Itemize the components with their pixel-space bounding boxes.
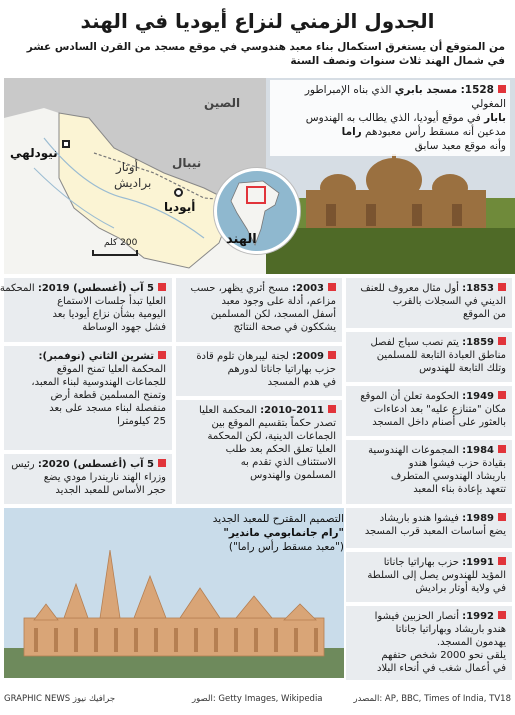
event-year: 2010-2011: <box>260 405 324 416</box>
event-text: المجموعات الهندوسية <box>368 445 459 456</box>
bullet-square <box>498 337 506 345</box>
event-text: يضع أساسات المعبد قرب المسجد <box>364 526 506 537</box>
bullet-square <box>498 283 506 291</box>
page-title: الجدول الزمني لنزاع أيوديا في الهند <box>80 9 435 33</box>
event-text: المحكمة <box>0 283 35 294</box>
caption-line: التصميم المقترح للمعبد الجديد <box>212 513 344 525</box>
subtitle-line: من المتوقع أن يستغرق استكمال بناء معبد هندوسي في موقع مسجد من القرن السادس عشر <box>26 41 505 53</box>
event-year: 1853: <box>462 283 494 294</box>
event-nov-2019 <box>4 346 172 450</box>
event-text: تتعهد بإعادة بناء المعبد <box>413 484 506 495</box>
map-label-uttar-pradesh: أوتار <box>116 160 138 174</box>
event-text: أنصار الحزبين فيشوا <box>374 611 459 622</box>
event-year: 1992: <box>462 611 494 622</box>
bullet-square <box>328 283 336 291</box>
event-year: 1984: <box>462 445 494 456</box>
event-text: الاستئناف الذي تقدم به <box>240 457 336 468</box>
event-text: يشككون في صحة النتائج <box>233 322 336 333</box>
footer-sources: المصدر: AP, BBC, Times of India, TV18 <box>353 694 511 704</box>
event-text: بالعثور على أصنام داخل المسجد <box>372 417 506 428</box>
event-text: 25 كيلومترا <box>117 416 166 427</box>
event-text: الديني في السجلات بالقرب <box>392 296 506 307</box>
event-year: 2009: <box>292 351 324 362</box>
event-1859 <box>346 332 512 382</box>
map-label-china: الصين <box>204 96 241 110</box>
bullet-square <box>498 445 506 453</box>
subtitle-line: في شمال الهند ثلاث سنوات ونصف السنة <box>290 55 505 67</box>
event-1853 <box>346 278 512 328</box>
event-text: يتم نصب سياج لفصل <box>370 337 459 348</box>
event-text: في ولاية أوتار براديش <box>415 583 506 594</box>
event-aug-2020 <box>4 454 172 504</box>
bullet-square <box>328 351 336 359</box>
map-scale-label: 200 كلم <box>104 238 138 248</box>
event-text: منفصلة لبناء مسجد على بعد <box>49 403 166 414</box>
map-label-india: الهند <box>226 232 257 247</box>
event-text: وتمنح المسلمين قطعة أرض <box>50 390 166 401</box>
temple-caption <box>178 512 344 554</box>
event-1991 <box>346 552 512 602</box>
event-text: حزب بهاراتيا جاناتا <box>383 557 459 568</box>
event-text: في موقع أيوديا، الذي يطالب به الهندوس <box>305 112 485 124</box>
bullet-square <box>498 391 506 399</box>
bullet-square <box>498 85 506 93</box>
caption-line: "رام جانمابومي ماندير" <box>223 527 344 539</box>
event-year: 1989: <box>462 513 494 524</box>
event-text: مدعين أنه مسقط رأس معبودهم <box>361 126 506 138</box>
event-aug-2019 <box>0 278 172 342</box>
event-2010-2011 <box>176 400 342 504</box>
event-text: حزب بهاراتيا جاناتا لدورهم <box>227 364 336 375</box>
event-1949 <box>346 386 512 436</box>
event-text: مكان "متنازع عليه" بعد ادعاءات <box>373 404 506 415</box>
event-year: 1859: <box>462 337 494 348</box>
event-text: العليا تبدأ جلسات الاستماع <box>57 296 166 307</box>
event-text: الجماعات الدينية، لكن المحكمة <box>207 431 336 442</box>
event-2003 <box>176 278 342 342</box>
event-text: وأنه موقع معبد سابق <box>414 140 506 152</box>
map-label-uttar-pradesh: براديش <box>114 176 152 190</box>
event-text: مسح أثري يظهر، حسب <box>190 283 289 294</box>
event-1984 <box>346 440 512 504</box>
ayodhya-marker <box>174 188 183 197</box>
event-text: الذي بناه الإمبراطور المغولي <box>304 84 506 110</box>
event-text: أسفل المسجد، لكن المسلمين <box>210 309 336 320</box>
event-text: يلقى نحو 2000 شخص حتفهم <box>381 650 506 661</box>
bullet-square <box>158 351 166 359</box>
event-year: 2003: <box>292 283 324 294</box>
event-year: 5 آب (أغسطس) 2019: <box>37 283 154 294</box>
bullet-square <box>158 459 166 467</box>
highlight-text: راما <box>341 126 362 138</box>
event-text: يهدمون المسجد. <box>436 637 506 648</box>
map-label-ayodhya: أيوديا <box>164 200 196 214</box>
event-text: الحكومة تعلن أن الموقع <box>360 391 459 402</box>
bullet-square <box>328 405 336 413</box>
event-text: اليومية بشأن نزاع أيوديا بعد <box>52 309 166 320</box>
event-text: باريشاد الهندوسي المتطرف <box>390 471 506 482</box>
event-year: 5 آب (أغسطس) 2020: <box>37 459 154 470</box>
bullet-square <box>158 283 166 291</box>
event-text: أول مثال معروف للعنف <box>360 283 459 294</box>
event-text: المحكمة العليا تمنح الموقع <box>56 364 166 375</box>
footer-photos: الصور: Getty Images, Wikipedia <box>192 694 323 704</box>
event-text: حجر الأساس للمعبد الجديد <box>55 485 166 496</box>
event-text: من الموقع <box>462 309 506 320</box>
event-1989 <box>346 508 512 548</box>
event-text: وزراء الهند ناريندرا مودي يضع <box>43 472 166 483</box>
event-text: فيشوا هندو باريشاد <box>379 513 459 524</box>
event-text: في أعمال شغب في أنحاء البلاد <box>376 663 506 674</box>
highlight-text: مسجد بابري <box>394 84 458 96</box>
event-2009 <box>176 346 342 396</box>
event-text: المسلمون والهندوس <box>250 470 336 481</box>
event-text: مزاعم، أدلة على وجود معبد <box>221 296 336 307</box>
event-text: هندو باريشاد وبهاراتيا جاناتا <box>395 624 506 635</box>
highlight-text: بابار <box>484 112 506 124</box>
event-text: بقيادة حزب فيشوا هندو <box>408 458 506 469</box>
event-1992 <box>346 606 512 680</box>
event-year: تشرين الثاني (نوفمبر): <box>38 351 154 362</box>
caption-line: ("معبد مسقط رأس راما") <box>228 541 344 553</box>
bullet-square <box>498 557 506 565</box>
map-label-nepal: نيبال <box>172 156 202 170</box>
new-delhi-marker <box>62 140 70 148</box>
event-text: مناطق العبادة التابعة للمسلمين <box>376 350 506 361</box>
event-year: 1991: <box>462 557 494 568</box>
event-text: لجنة ليبرهان تلوم قادة <box>196 351 289 362</box>
event-text: تصدر حكماً بتقسيم الموقع بين <box>211 418 336 429</box>
map-label-new-delhi: نيودلهي <box>10 146 58 160</box>
event-year: 1949: <box>462 391 494 402</box>
bullet-square <box>498 513 506 521</box>
bullet-square <box>498 611 506 619</box>
event-text: في هدم المسجد <box>267 377 336 388</box>
event-text: فشل جهود الوساطة <box>82 322 166 333</box>
subtitle <box>8 40 505 68</box>
event-text: المحكمة العليا <box>199 405 257 416</box>
footer <box>4 686 511 710</box>
event-text: العليا تعلق الحكم بعد طلب <box>225 444 336 455</box>
event-text: للجماعات الهندوسية لبناء المعبد، <box>31 377 166 388</box>
map-scale-bar <box>92 250 138 256</box>
event-text: المؤيد للهندوس يصل إلى السلطة <box>367 570 506 581</box>
event-1528 <box>270 80 510 156</box>
footer-credit: GRAPHIC NEWS جرافيك نيوز <box>4 694 116 704</box>
event-text: وتلك التابعة للهندوس <box>419 363 506 374</box>
event-year: 1528: <box>460 84 494 96</box>
event-text: رئيس <box>11 459 35 470</box>
